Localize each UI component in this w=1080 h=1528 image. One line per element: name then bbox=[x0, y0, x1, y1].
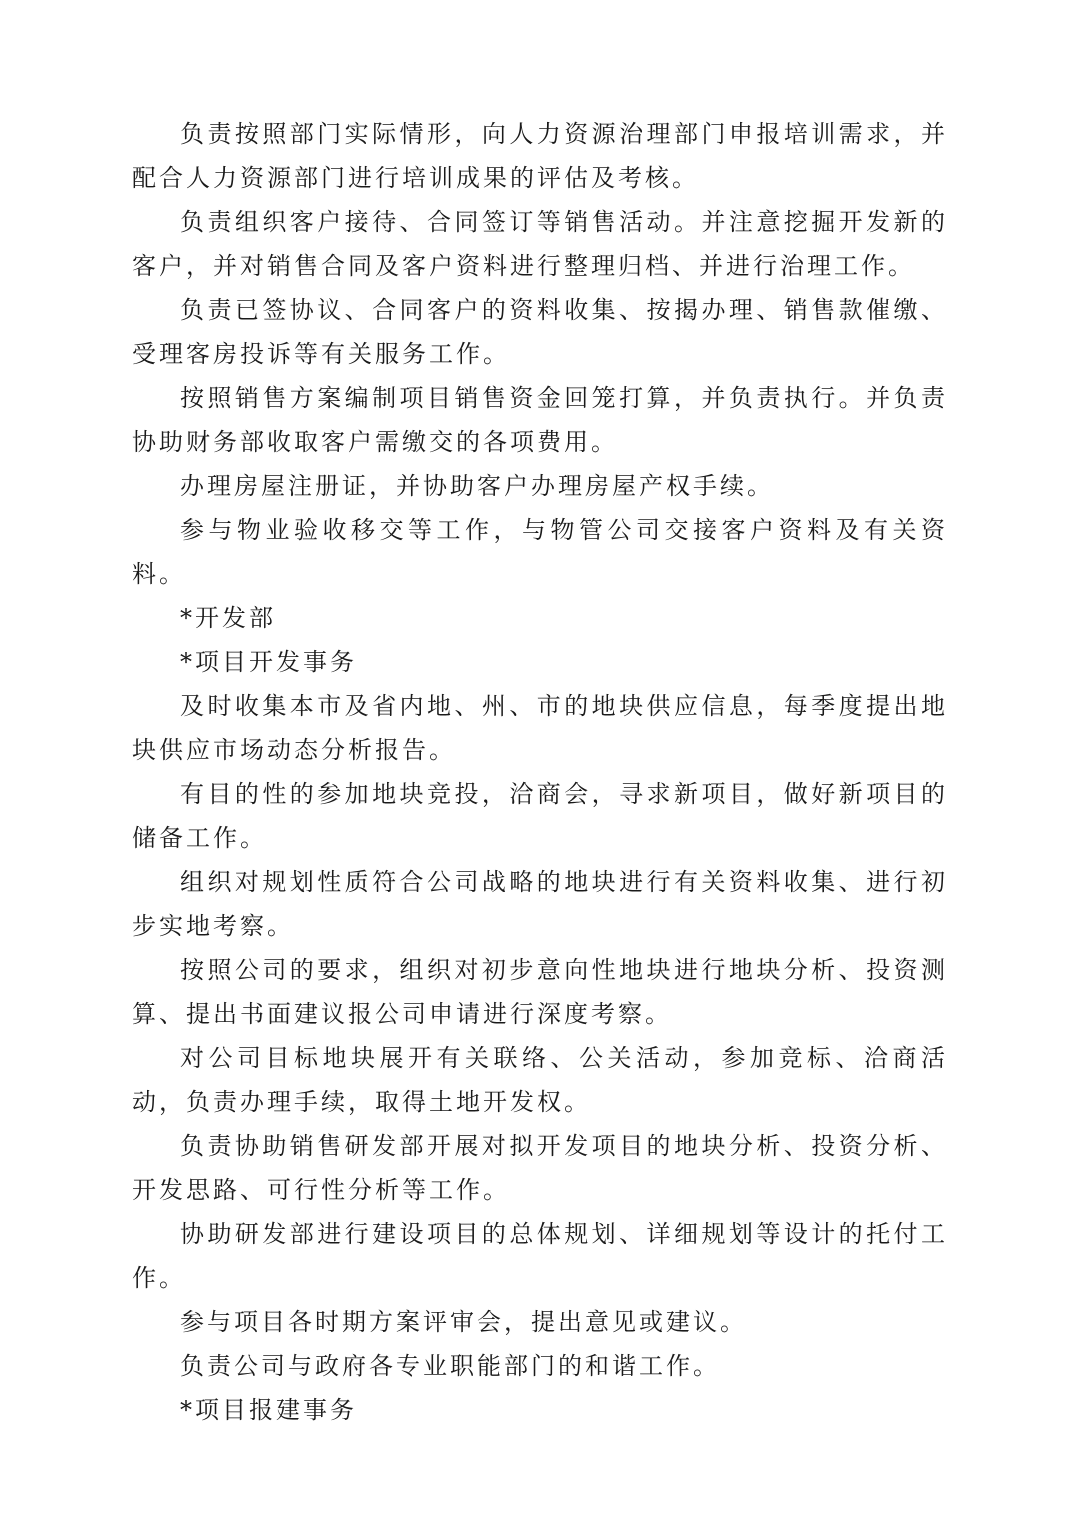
paragraph-6: 参与物业验收移交等工作，与物管公司交接客户资料及有关资料。 bbox=[132, 516, 948, 588]
subsection-heading-project-development: *项目开发事务 bbox=[180, 648, 357, 676]
paragraph-17: 负责公司与政府各专业职能部门的和谐工作。 bbox=[180, 1352, 720, 1380]
paragraph-11: 组织对规划性质符合公司战略的地块进行有关资料收集、进行初步实地考察。 bbox=[132, 868, 948, 940]
paragraph-4: 按照销售方案编制项目销售资金回笼打算，并负责执行。并负责协助财务部收取客户需缴交的各项费用。 bbox=[132, 384, 948, 456]
paragraph-1: 负责按照部门实际情形，向人力资源治理部门申报培训需求，并配合人力资源部门进行培训成果的评估及考核。 bbox=[132, 120, 948, 192]
document-body bbox=[132, 112, 948, 1432]
paragraph-13: 对公司目标地块展开有关联络、公关活动，参加竞标、洽商活动，负责办理手续，取得土地开发权。 bbox=[132, 1044, 948, 1116]
section-heading-development-dept: *开发部 bbox=[180, 604, 276, 632]
paragraph-12: 按照公司的要求，组织对初步意向性地块进行地块分析、投资测算、提出书面建议报公司申请进行深度考察。 bbox=[132, 956, 948, 1028]
paragraph-2: 负责组织客户接待、合同签订等销售活动。并注意挖掘开发新的客户，并对销售合同及客户资料进行整理归档、并进行治理工作。 bbox=[132, 208, 948, 280]
paragraph-3: 负责已签协议、合同客户的资料收集、按揭办理、销售款催缴、受理客房投诉等有关服务工作。 bbox=[132, 296, 948, 368]
subsection-heading-project-filing: *项目报建事务 bbox=[180, 1396, 357, 1424]
paragraph-14: 负责协助销售研发部开展对拟开发项目的地块分析、投资分析、开发思路、可行性分析等工作。 bbox=[132, 1132, 948, 1204]
paragraph-5: 办理房屋注册证，并协助客户办理房屋产权手续。 bbox=[180, 472, 774, 500]
paragraph-10: 有目的性的参加地块竞投，洽商会，寻求新项目，做好新项目的储备工作。 bbox=[132, 780, 948, 852]
paragraph-15: 协助研发部进行建设项目的总体规划、详细规划等设计的托付工作。 bbox=[132, 1220, 948, 1292]
paragraph-16: 参与项目各时期方案评审会，提出意见或建议。 bbox=[180, 1308, 747, 1336]
paragraph-9: 及时收集本市及省内地、州、市的地块供应信息，每季度提出地块供应市场动态分析报告。 bbox=[132, 692, 948, 764]
